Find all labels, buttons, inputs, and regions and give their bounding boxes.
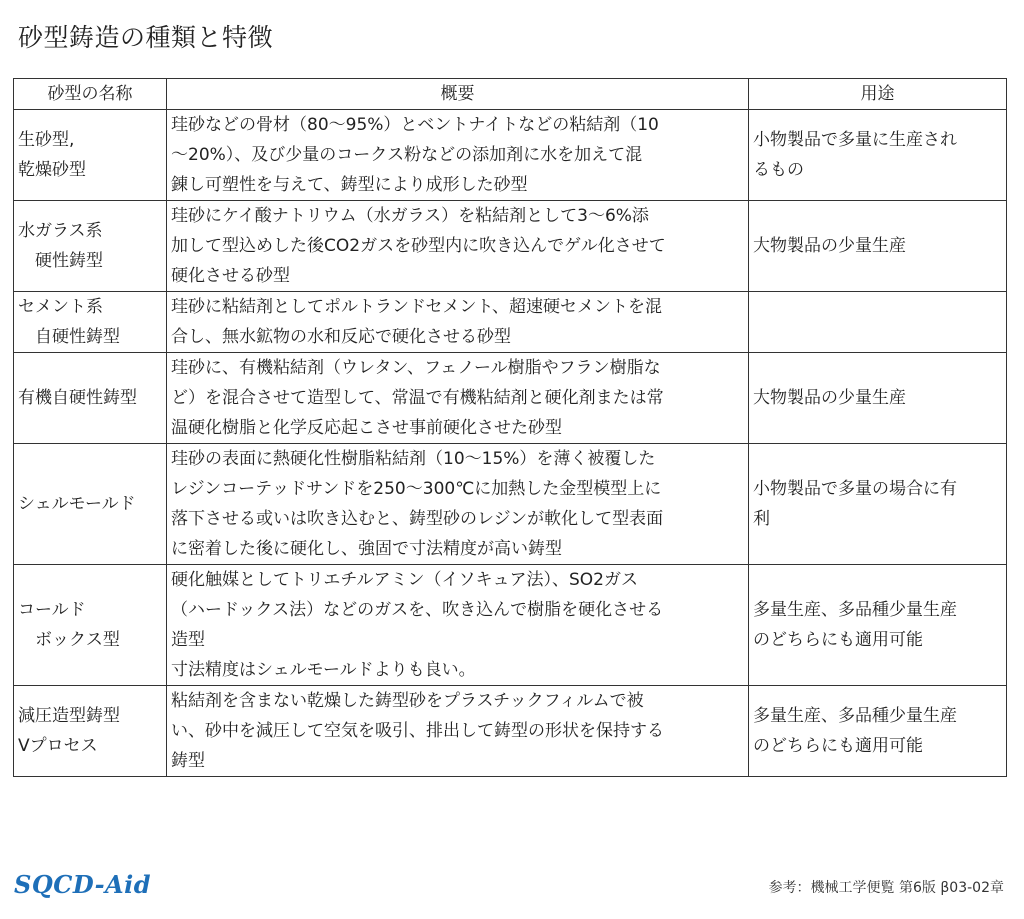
overview-cell-line: 錬し可塑性を与えて、鋳型により成形した砂型 <box>171 175 528 195</box>
name-cell-line: 減圧造型鋳型 <box>18 706 120 726</box>
usage-cell <box>749 110 1007 201</box>
name-cell <box>14 686 167 777</box>
name-cell <box>14 565 167 686</box>
sand-mold-table <box>13 78 1007 777</box>
usage-cell <box>749 292 1007 353</box>
usage-cell-line: のどちらにも適用可能 <box>753 736 923 756</box>
header-overview: 概要 <box>167 79 749 110</box>
overview-cell <box>167 353 749 444</box>
name-cell-line: 乾燥砂型 <box>18 160 86 180</box>
overview-cell-line: 寸法精度はシェルモールドよりも良い。 <box>171 660 476 680</box>
overview-cell-line: に密着した後に硬化し、強固で寸法精度が高い鋳型 <box>171 539 562 559</box>
usage-cell <box>749 353 1007 444</box>
overview-cell-line: レジンコーテッドサンドを250～300℃に加熱した金型模型上に <box>171 479 662 499</box>
usage-cell-line: 多量生産、多品種少量生産 <box>753 600 957 620</box>
overview-cell-line: 硬化触媒としてトリエチルアミン（イソキュア法）、SO2ガス <box>171 570 638 590</box>
usage-cell-line: 大物製品の少量生産 <box>753 388 906 408</box>
overview-cell-line: 鋳型 <box>171 751 205 771</box>
table-row <box>14 565 1007 686</box>
overview-cell <box>167 565 749 686</box>
usage-cell-line: 小物製品で多量に生産され <box>753 130 957 150</box>
overview-cell <box>167 444 749 565</box>
overview-cell-line: 珪砂に粘結剤としてポルトランドセメント、超速硬セメントを混 <box>171 297 662 317</box>
table-row <box>14 201 1007 292</box>
usage-cell-line: 多量生産、多品種少量生産 <box>753 706 957 726</box>
sqcd-aid-logo: SQCD-Aid <box>14 870 152 899</box>
reference-note: 参考：機械工学便覧 第6版 β03-02章 <box>768 880 1004 896</box>
usage-cell-line: るもの <box>753 160 804 180</box>
overview-cell <box>167 201 749 292</box>
name-cell-line: 有機自硬性鋳型 <box>18 388 137 408</box>
overview-cell-line: 造型 <box>171 630 205 650</box>
usage-cell-line: 利 <box>753 509 770 529</box>
overview-cell-line: 加して型込めした後CO2ガスを砂型内に吹き込んでゲル化させて <box>171 236 666 256</box>
usage-cell <box>749 565 1007 686</box>
usage-cell-line: 大物製品の少量生産 <box>753 236 906 256</box>
name-cell-line: ボックス型 <box>18 630 120 650</box>
name-cell <box>14 444 167 565</box>
overview-cell-line: 珪砂にケイ酸ナトリウム（水ガラス）を粘結剤として3～6%添 <box>171 206 649 226</box>
table-row <box>14 353 1007 444</box>
table-row <box>14 686 1007 777</box>
overview-cell <box>167 110 749 201</box>
table-header-row <box>14 79 1007 110</box>
table-row <box>14 292 1007 353</box>
overview-cell <box>167 292 749 353</box>
overview-cell-line: 合し、無水鉱物の水和反応で硬化させる砂型 <box>171 327 511 347</box>
table-row <box>14 110 1007 201</box>
overview-cell-line: 珪砂に、有機粘結剤（ウレタン、フェノール樹脂やフラン樹脂な <box>171 358 661 378</box>
overview-cell-line: い、砂中を減圧して空気を吸引、排出して鋳型の形状を保持する <box>171 721 664 741</box>
overview-cell-line: 粘結剤を含まない乾燥した鋳型砂をプラスチックフィルムで被 <box>171 691 644 711</box>
overview-cell-line: 温硬化樹脂と化学反応起こさせ事前硬化させた砂型 <box>171 418 562 438</box>
name-cell-line: Vプロセス <box>18 736 98 756</box>
overview-cell-line: ど）を混合させて造型して、常温で有機粘結剤と硬化剤または常 <box>171 388 664 408</box>
overview-cell-line: 硬化させる砂型 <box>171 266 290 286</box>
overview-cell-line: ～20%）、及び少量のコークス粉などの添加剤に水を加えて混 <box>171 145 643 165</box>
overview-cell-line: 珪砂などの骨材（80～95%）とベントナイトなどの粘結剤（10 <box>171 115 659 135</box>
name-cell-line: 生砂型, <box>18 130 75 150</box>
name-cell <box>14 292 167 353</box>
name-cell <box>14 201 167 292</box>
name-cell-line: セメント系 <box>18 297 103 317</box>
overview-cell-line: （ハードックス法）などのガスを、吹き込んで樹脂を硬化させる <box>171 600 664 620</box>
usage-cell-line: 小物製品で多量の場合に有 <box>753 479 957 499</box>
name-cell-line: 硬性鋳型 <box>18 251 103 271</box>
page-title: 砂型鋳造の種類と特徴 <box>18 23 274 52</box>
name-cell-line: 水ガラス系 <box>18 221 103 241</box>
name-cell-line: コールド <box>18 600 86 620</box>
name-cell-line: シェルモールド <box>18 494 136 514</box>
name-cell <box>14 353 167 444</box>
usage-cell <box>749 201 1007 292</box>
overview-cell <box>167 686 749 777</box>
usage-cell <box>749 444 1007 565</box>
header-usage: 用途 <box>749 79 1007 110</box>
table-row <box>14 444 1007 565</box>
name-cell-line: 自硬性鋳型 <box>18 327 120 347</box>
name-cell <box>14 110 167 201</box>
usage-cell-line: のどちらにも適用可能 <box>753 630 923 650</box>
header-name: 砂型の名称 <box>14 79 167 110</box>
usage-cell <box>749 686 1007 777</box>
overview-cell-line: 珪砂の表面に熱硬化性樹脂粘結剤（10～15%）を薄く被覆した <box>171 449 656 469</box>
overview-cell-line: 落下させる或いは吹き込むと、鋳型砂のレジンが軟化して型表面 <box>171 509 664 529</box>
